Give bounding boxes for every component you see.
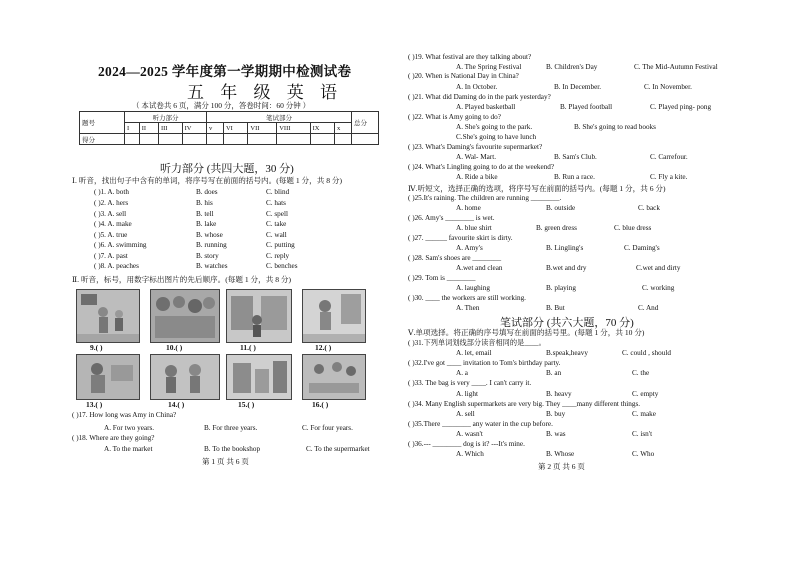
picture-label-13: 13.( ) <box>86 400 103 409</box>
option-b: B. tell <box>196 210 214 218</box>
q21-option-a: A. Played basketball <box>456 103 516 111</box>
part5-instruction: Ⅴ.单项选择。将正确的序号填写在前面的括号里。(每题 1 分，共 10 分) <box>408 328 645 337</box>
option-c: C. benches <box>266 262 298 270</box>
question-20: ( )20. When is National Day in China? <box>408 72 519 80</box>
score-table-header-listening: 听力部分 <box>125 112 207 123</box>
option-b: B. his <box>196 199 213 207</box>
kids-playing-picture <box>151 355 219 399</box>
question-3: ( )3. A. sell <box>94 210 127 218</box>
q24-option-c: C. Fly a kite. <box>650 173 688 181</box>
q27-option-c: C. Daming's <box>624 244 660 252</box>
score-table-col: IX <box>310 123 334 134</box>
exam-note: （ 本试卷共 6 页，满分 100 分，答卷时间：60 分钟 ） <box>132 101 311 110</box>
bookshop-scene-picture <box>227 290 291 342</box>
q21-option-c: C. Played ping- pong <box>650 103 712 111</box>
q34-option-b: B. buy <box>546 410 566 418</box>
question-31: ( )31.下列单词划线部分读音相同的是____。 <box>408 339 546 347</box>
q36-option-a: A. Which <box>456 450 484 458</box>
picture-label-10: 10.( ) <box>166 343 183 352</box>
q18-option-c: C. To the supermarket <box>306 445 370 453</box>
score-table-col: v <box>207 123 224 134</box>
q22-option-c: C.She's going to have lunch <box>456 133 537 141</box>
q22-option-b: B. She's going to read books <box>574 123 656 131</box>
score-table-col: I <box>125 123 140 134</box>
option-c: C. take <box>266 220 287 228</box>
option-c: C. reply <box>266 252 290 260</box>
q21-option-b: B. Played football <box>560 103 613 111</box>
picture-12 <box>302 289 366 343</box>
q17-option-c: C. For four years. <box>302 424 353 432</box>
question-5: ( )5. A. true <box>94 231 128 239</box>
child-reading-picture <box>77 355 139 399</box>
score-table-row-score: 得分 <box>80 134 125 145</box>
question-25: ( )25.It's raining. The children are running ________. <box>408 194 562 202</box>
option-c: C. blind <box>266 188 290 196</box>
q27-option-b: B. Lingling's <box>546 244 584 252</box>
q31-option-c: C. could , should <box>622 349 671 357</box>
q26-option-a: A. blue shirt <box>456 224 492 232</box>
q27-option-a: A. Amy's <box>456 244 483 252</box>
q20-option-c: C. In November. <box>644 83 692 91</box>
score-table-col: VI <box>223 123 247 134</box>
question-30: ( )30. ____ the workers are still working. <box>408 294 526 302</box>
q35-option-a: A. wasn't <box>456 430 483 438</box>
q22-option-a: A. She's going to the park. <box>456 123 533 131</box>
q23-option-c: C. Carrefour. <box>650 153 688 161</box>
score-table-col: II <box>139 123 158 134</box>
question-22: ( )22. What is Amy going to do? <box>408 113 501 121</box>
question-23: ( )23. What's Daming's favourite supermarket? <box>408 143 543 151</box>
score-table <box>79 111 379 145</box>
question-6: ( )6. A. swimming <box>94 241 147 249</box>
option-b: B. does <box>196 188 218 196</box>
q29-option-c: C. working <box>642 284 675 292</box>
picture-10 <box>150 289 220 343</box>
picture-label-11: 11.( ) <box>240 343 256 352</box>
written-header: 笔试部分 (共六大题，70 分) <box>500 317 634 329</box>
picture-16 <box>302 354 366 400</box>
q24-option-b: B. Run a race. <box>554 173 595 181</box>
option-b: B. watches <box>196 262 228 270</box>
q32-option-b: B. an <box>546 369 562 377</box>
picture-label-15: 15.( ) <box>238 400 255 409</box>
girl-walking-picture <box>303 290 365 342</box>
page-footer-2: 第 2 页 共 6 页 <box>538 462 585 471</box>
question-26: ( )26. Amy's ________ is wet. <box>408 214 495 222</box>
question-18: ( )18. Where are they going? <box>72 434 155 442</box>
q30-option-c: C. And <box>638 304 659 312</box>
q18-option-a: A. To the market <box>104 445 153 453</box>
q17-option-b: B. For three years. <box>204 424 258 432</box>
q33-option-b: B. heavy <box>546 390 572 398</box>
picture-9 <box>76 289 140 343</box>
score-table-col: VIII <box>277 123 310 134</box>
score-table-col: x <box>334 123 351 134</box>
option-c: C. wall <box>266 231 287 239</box>
q36-option-c: C. Who <box>632 450 655 458</box>
q35-option-b: B. was <box>546 430 566 438</box>
question-2: ( )2. A. hers <box>94 199 129 207</box>
q28-option-c: C.wet and dirty <box>636 264 681 272</box>
q19-option-b: B. Children's Day <box>546 63 598 71</box>
question-8: ( )8. A. peaches <box>94 262 139 270</box>
question-1: ( )1. A. both <box>94 188 129 196</box>
q30-option-a: A. Then <box>456 304 480 312</box>
family-scene-picture <box>77 290 139 342</box>
page-footer-1: 第 1 页 共 6 页 <box>202 457 249 466</box>
q25-option-a: A. home <box>456 204 481 212</box>
q34-option-a: A. sell <box>456 410 475 418</box>
q33-option-a: A. light <box>456 390 478 398</box>
question-33: ( )33. The bag is very ____. I can't carry it. <box>408 379 532 387</box>
question-7: ( )7. A. past <box>94 252 128 260</box>
picture-15 <box>226 354 292 400</box>
q30-option-b: B. But <box>546 304 565 312</box>
subject-title: 五 年 级 英 语 <box>187 83 343 102</box>
q29-option-a: A. laughing <box>456 284 490 292</box>
q36-option-b: B. Whose <box>546 450 575 458</box>
market-scene-picture <box>151 290 219 342</box>
picture-label-14: 14.( ) <box>168 400 185 409</box>
q31-option-b: B.speak,heavy <box>546 349 588 357</box>
option-b: B. lake <box>196 220 217 228</box>
q26-option-c: C. blue dress <box>614 224 652 232</box>
part4-instruction: Ⅳ.听短文，选择正确的选项，将序号写在前面的括号内。(每题 1 分，共 6 分) <box>408 184 666 193</box>
q28-option-a: A.wet and clean <box>456 264 503 272</box>
question-32: ( )32.I've got ____ invitation to Tom's birthday party. <box>408 359 561 367</box>
picture-label-12: 12.( ) <box>315 343 332 352</box>
picnic-scene-picture <box>303 355 365 399</box>
question-19: ( )19. What festival are they talking about? <box>408 53 532 61</box>
q20-option-a: A. In October. <box>456 83 498 91</box>
question-35: ( )35.There ________ any water in the cup before. <box>408 420 553 428</box>
score-table-col: VII <box>248 123 277 134</box>
q23-option-b: B. Sam's Club. <box>554 153 597 161</box>
option-b: B. running <box>196 241 227 249</box>
picture-label-16: 16.( ) <box>312 400 329 409</box>
q20-option-b: B. In December. <box>554 83 602 91</box>
score-table-header-total: 总分 <box>352 112 379 134</box>
option-c: C. spell <box>266 210 288 218</box>
question-24: ( )24. What's Lingling going to do at the weekend? <box>408 163 555 171</box>
score-table-col: IV <box>182 123 206 134</box>
q23-option-a: A. Wal- Mart. <box>456 153 497 161</box>
q25-option-c: C. back <box>638 204 660 212</box>
question-36: ( )36.--- ________ dog is it? ---It's mine. <box>408 440 525 448</box>
left-page <box>72 0 390 561</box>
picture-11 <box>226 289 292 343</box>
picture-label-9: 9.( ) <box>90 343 103 352</box>
question-28: ( )28. Sam's shoes are ________ <box>408 254 502 262</box>
q26-option-b: B. green dress <box>536 224 577 232</box>
building-scene-picture <box>227 355 291 399</box>
question-34: ( )34. Many English supermarkets are very big. They ____many different things. <box>408 400 641 408</box>
score-table-col: III <box>158 123 182 134</box>
listening-header: 听力部分 (共四大题，30 分) <box>160 163 294 175</box>
q17-option-a: A. For two years. <box>104 424 155 432</box>
option-c: C. hats <box>266 199 286 207</box>
q29-option-b: B. playing <box>546 284 576 292</box>
question-4: ( )4. A. make <box>94 220 132 228</box>
question-21: ( )21. What did Daming do in the park yesterday? <box>408 93 551 101</box>
q24-option-a: A. Ride a bike <box>456 173 498 181</box>
q33-option-c: C. empty <box>632 390 659 398</box>
question-17: ( )17. How long was Amy in China? <box>72 411 177 419</box>
right-page <box>408 0 726 561</box>
part1-instruction: Ⅰ. 听音，找出句子中含有的单词，将序号写在前面的括号内。(每题 1 分，共 8 分) <box>72 176 343 185</box>
q25-option-b: B. outside <box>546 204 576 212</box>
part2-instruction: Ⅱ. 听音，标号，用数字标出图片的先后顺序。(每题 1 分，共 8 分) <box>72 275 292 284</box>
score-table-header-written: 笔试部分 <box>207 112 352 123</box>
option-b: B. whose <box>196 231 223 239</box>
q32-option-c: C. the <box>632 369 650 377</box>
q18-option-b: B. To the bookshop <box>204 445 261 453</box>
option-b: B. story <box>196 252 219 260</box>
picture-14 <box>150 354 220 400</box>
score-table-header-number: 题号 <box>80 112 125 134</box>
question-27: ( )27. ______ favourite skirt is dirty. <box>408 234 513 242</box>
option-c: C. putting <box>266 241 295 249</box>
q35-option-c: C. isn't <box>632 430 653 438</box>
q32-option-a: A. a <box>456 369 468 377</box>
q19-option-a: A. The Spring Festival <box>456 63 522 71</box>
exam-title: 2024—2025 学年度第一学期期中检测试卷 <box>98 64 352 79</box>
question-29: ( )29. Tom is ________ <box>408 274 476 282</box>
q19-option-c: C. The Mid-Autumn Festival <box>634 63 718 71</box>
q28-option-b: B.wet and dry <box>546 264 587 272</box>
q31-option-a: A. let, email <box>456 349 492 357</box>
picture-13 <box>76 354 140 400</box>
q34-option-c: C. make <box>632 410 656 418</box>
